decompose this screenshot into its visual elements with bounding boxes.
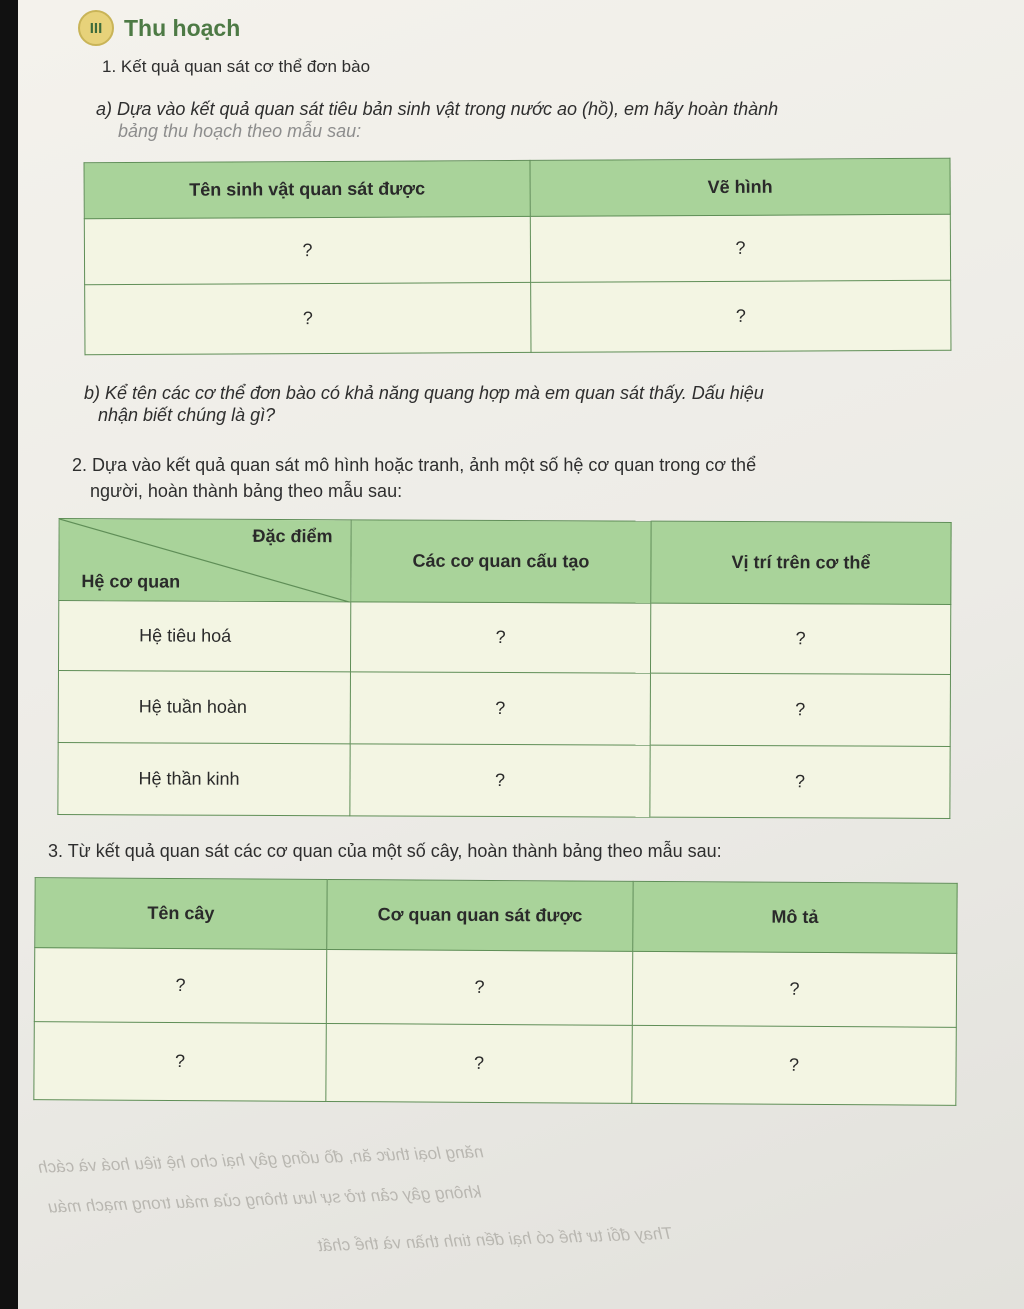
table-cell: ? bbox=[326, 1023, 632, 1103]
table-organ-systems bbox=[57, 518, 951, 819]
q1-b-line1: b) Kể tên các cơ thể đơn bào có khả năng quang hợp mà em quan sát thấy. Dấu hiệu bbox=[84, 383, 764, 403]
q1-title: 1. Kết quả quan sát cơ thể đơn bào bbox=[102, 57, 371, 76]
table-cell: ? bbox=[34, 1022, 326, 1102]
q2-line2: người, hoàn thành bảng theo mẫu sau: bbox=[90, 481, 403, 501]
table-cell: ? bbox=[84, 216, 530, 284]
section-title: Thu hoạch bbox=[124, 14, 241, 41]
q1-a-line1: a) Dựa vào kết quả quan sát tiêu bản sinh vật trong nước ao (hồ), em hãy hoàn thành bbox=[96, 99, 779, 119]
table-cell: ? bbox=[34, 948, 326, 1024]
table-cell: ? bbox=[650, 745, 950, 818]
header-component-organs: Các cơ quan cấu tạo bbox=[351, 520, 651, 603]
header-body-position: Vị trí trên cơ thể bbox=[651, 521, 951, 604]
q1-b-line2: nhận biết chúng là gì? bbox=[98, 405, 276, 425]
bleed-through-text: không gây cản trở sự lưu thông của máu trong mạch máu bbox=[47, 1182, 482, 1217]
table-cell: ? bbox=[650, 673, 950, 746]
bleed-through-text: năng loại thức ăn, đồ uống gây hại cho hệ tiêu hoá và cách bbox=[37, 1142, 484, 1177]
row-label: Hệ tiêu hoá bbox=[58, 601, 350, 672]
table-plant-organs bbox=[33, 877, 957, 1106]
table-cell: ? bbox=[350, 672, 650, 745]
header-plant-name: Tên cây bbox=[35, 878, 327, 950]
section-heading bbox=[78, 10, 240, 46]
header-characteristic: Đặc điểm bbox=[252, 525, 333, 547]
header-observed-organ: Cơ quan quan sát được bbox=[327, 879, 633, 951]
table-cell: ? bbox=[326, 949, 632, 1025]
q3-line: 3. Từ kết quả quan sát các cơ quan của một số cây, hoàn thành bảng theo mẫu sau: bbox=[48, 841, 722, 861]
row-label: Hệ thần kinh bbox=[58, 743, 350, 816]
table-organisms-header-name: Tên sinh vật quan sát được bbox=[84, 160, 530, 218]
row-label: Hệ tuần hoàn bbox=[58, 671, 350, 744]
table-cell: ? bbox=[350, 602, 650, 673]
table-cell: ? bbox=[650, 603, 950, 674]
table-cell: ? bbox=[632, 1025, 956, 1105]
textbook-page bbox=[18, 0, 1024, 1309]
section-badge: III bbox=[78, 10, 114, 46]
table-cell: ? bbox=[531, 280, 951, 352]
q1-a-line2: bảng thu hoạch theo mẫu sau: bbox=[118, 121, 362, 141]
table-organisms bbox=[84, 158, 952, 356]
table-cell: ? bbox=[530, 214, 950, 282]
table-organisms-header-drawing: Vẽ hình bbox=[530, 158, 950, 216]
header-organ-system: Hệ cơ quan bbox=[81, 571, 181, 592]
diagonal-header-cell bbox=[59, 519, 351, 602]
table-cell: ? bbox=[85, 282, 531, 354]
q2-line1: 2. Dựa vào kết quả quan sát mô hình hoặc tranh, ảnh một số hệ cơ quan trong cơ thể bbox=[72, 455, 757, 475]
table-cell: ? bbox=[632, 951, 956, 1027]
bleed-through-text: Thay đổi tư thế có hại đến tinh thần và thể chất bbox=[317, 1223, 674, 1256]
table-cell: ? bbox=[350, 744, 650, 817]
header-description: Mô tả bbox=[633, 881, 957, 953]
